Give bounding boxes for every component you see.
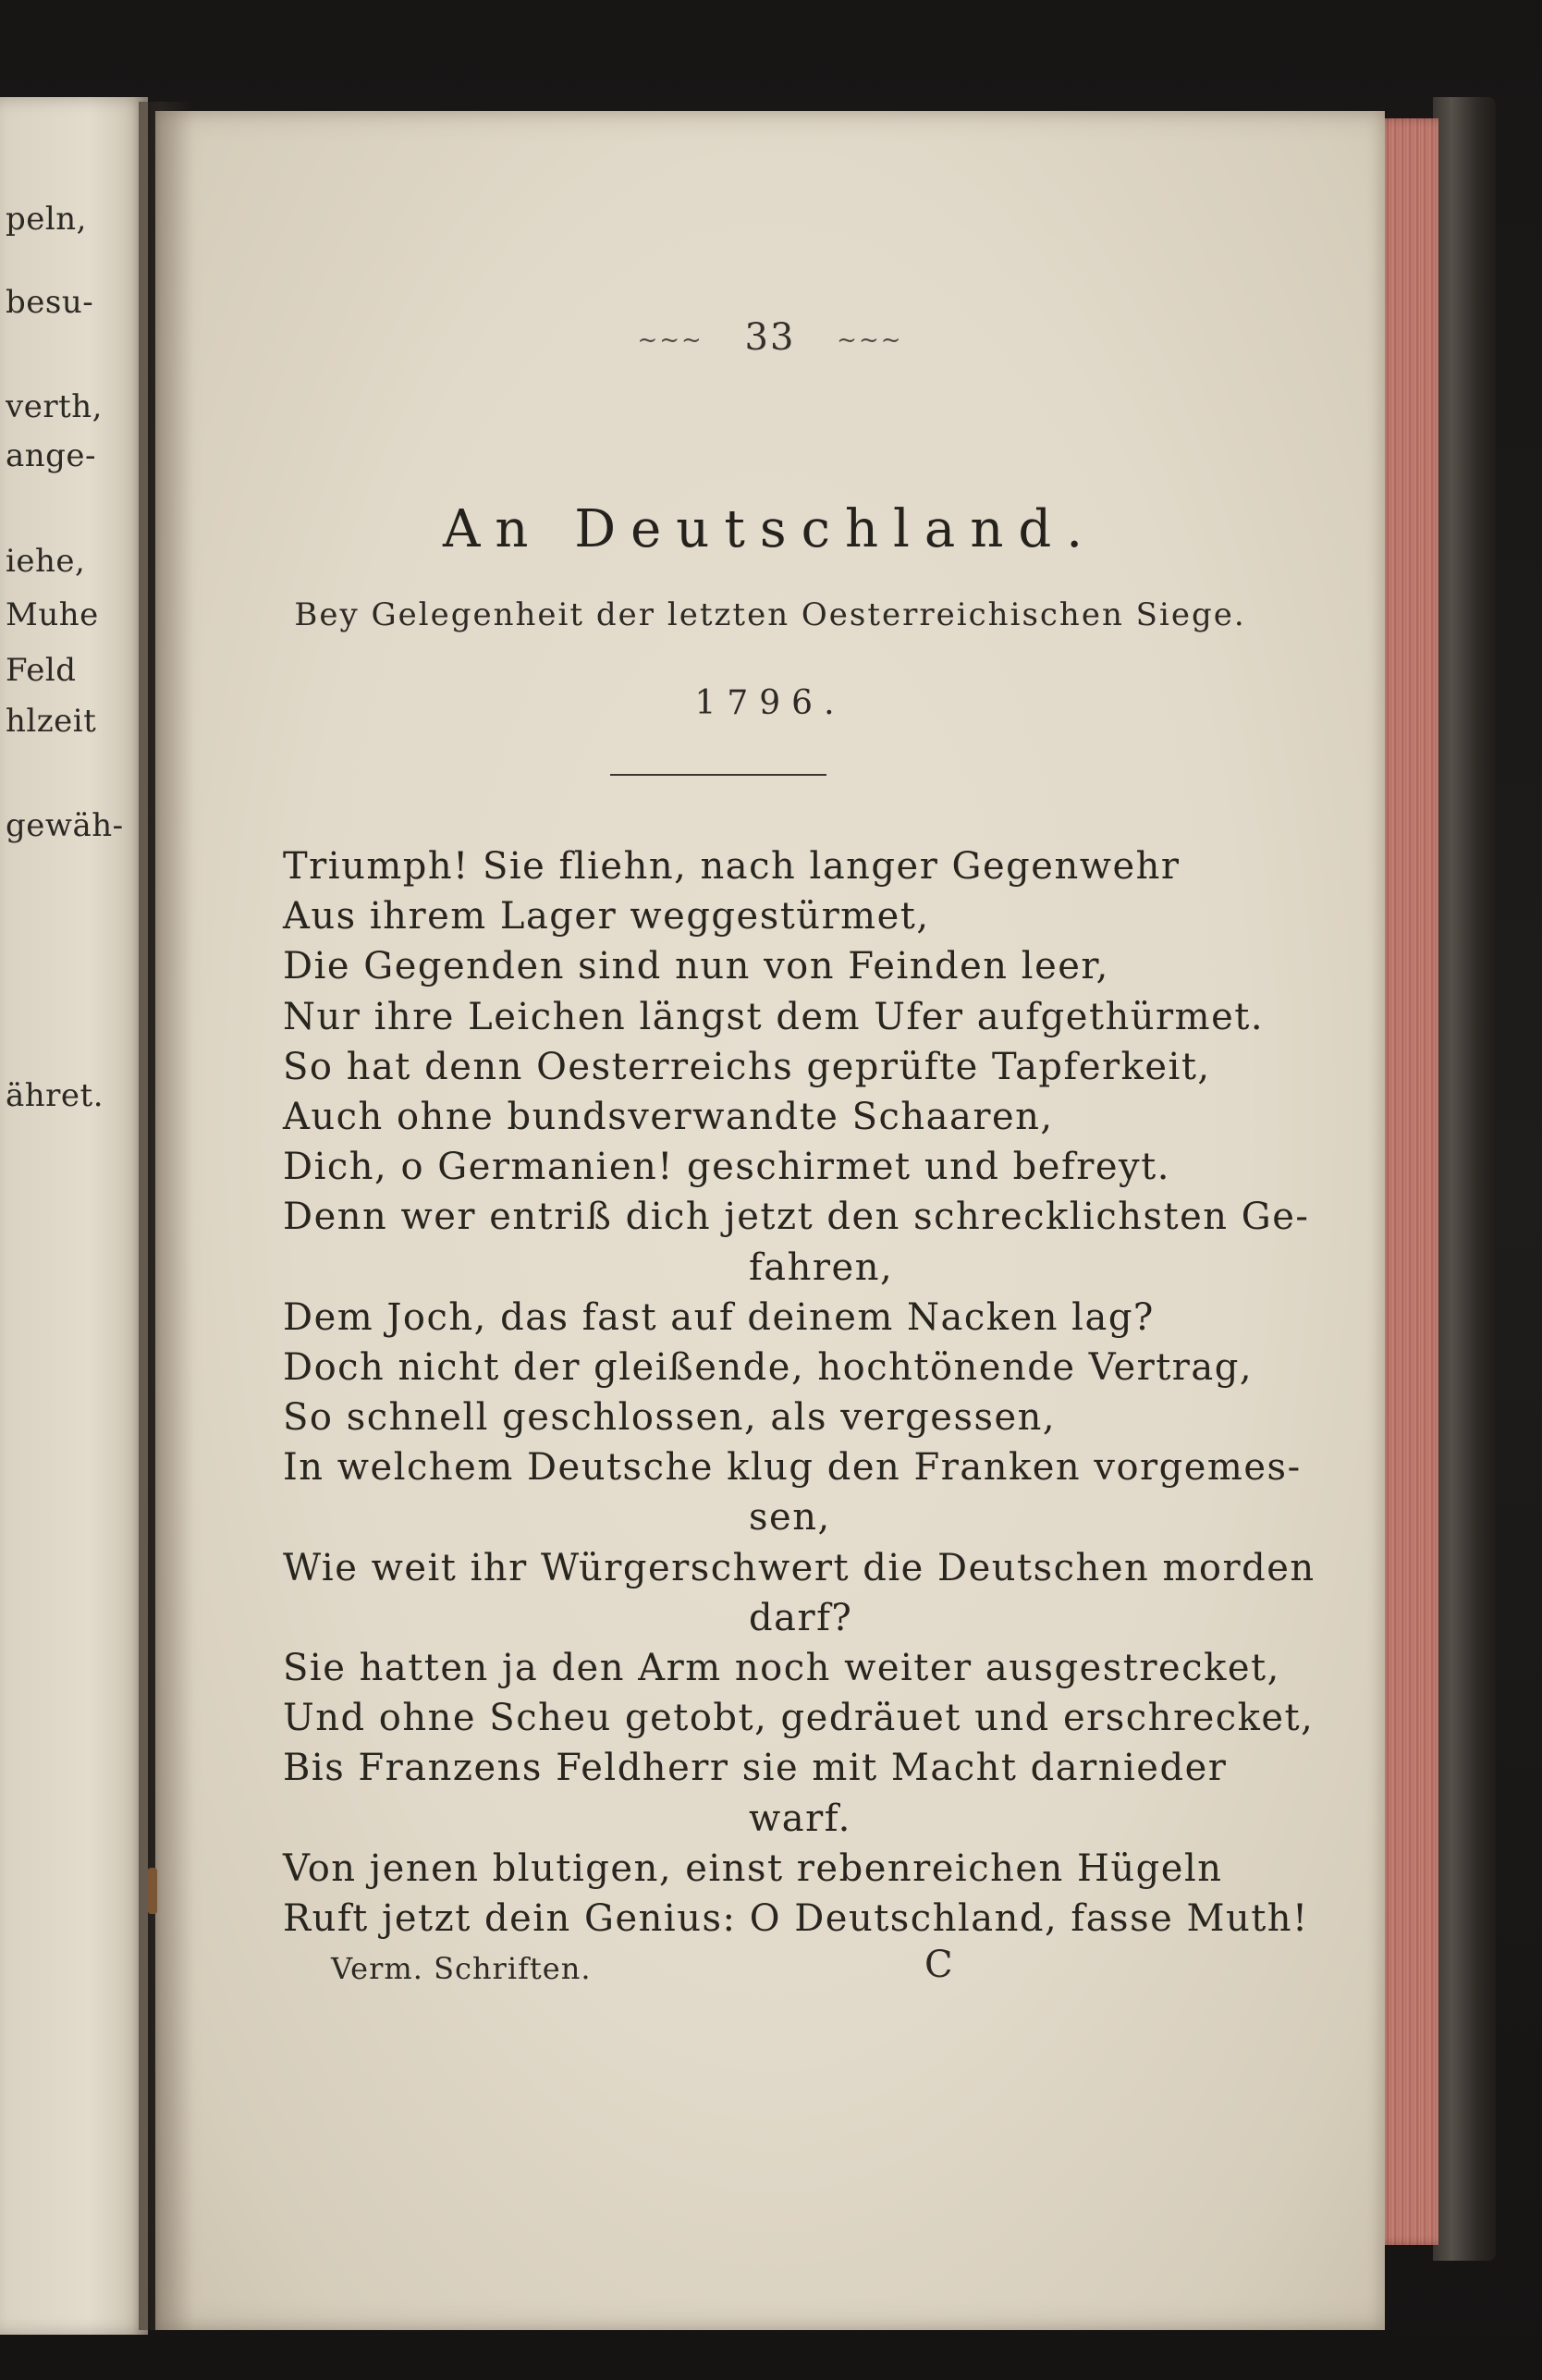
poem-line: In welchem Deutsche klug den Franken vorgemes- (283, 1446, 1302, 1490)
poem-line-continuation: darf? (749, 1596, 853, 1639)
page-header (155, 316, 1385, 359)
gutter-shadow (139, 102, 194, 2330)
poem-line-continuation: fahren, (749, 1245, 894, 1289)
poem-line: Wie weit ihr Würgerschwert die Deutschen morden (283, 1546, 1316, 1589)
ornament-right: ~~~ (837, 326, 903, 354)
poem-year: 1796. (694, 684, 846, 722)
poem-line-continuation: sen, (749, 1496, 831, 1540)
page-content (155, 111, 1385, 2330)
poem-line: Dich, o Germanien! geschirmet und befreyt. (283, 1146, 1170, 1189)
title-divider (610, 774, 826, 776)
poem-text (283, 841, 1316, 1944)
previous-page-fragment: ähret. (6, 1077, 104, 1114)
poem-line: Und ohne Scheu getobt, gedräuet und erschrecket, (283, 1697, 1315, 1740)
poem-subtitle: Bey Gelegenheit der letzten Oesterreichischen Siege. (294, 596, 1246, 633)
previous-page-fragment: ange- (6, 437, 97, 474)
poem-line: Nur ihre Leichen längst dem Ufer aufgethürmet. (283, 995, 1265, 1038)
poem-line: Auch ohne bundsverwandte Schaaren, (283, 1095, 1054, 1138)
previous-page-fragment: verth, (6, 388, 103, 425)
poem-line: Von jenen blutigen, einst rebenreichen Hügeln (283, 1846, 1223, 1890)
bookmark-stain (148, 1868, 157, 1914)
poem-line: Dem Joch, das fast auf deinem Nacken lag? (283, 1295, 1155, 1339)
poem-line: So hat denn Oesterreichs geprüfte Tapferkeit, (283, 1045, 1211, 1088)
previous-page-fragment: iehe, (6, 543, 86, 580)
previous-page-text (0, 97, 148, 2335)
ornament-left: ~~~ (637, 326, 704, 354)
poem-line: Die Gegenden sind nun von Feinden leer, (283, 945, 1109, 988)
book-page (155, 111, 1385, 2330)
poem-line: Bis Franzens Feldherr sie mit Macht darnieder (283, 1747, 1228, 1790)
page-number: 33 (744, 316, 796, 359)
previous-page (0, 97, 148, 2335)
poem-line: Denn wer entriß dich jetzt den schrecklichsten Ge- (283, 1196, 1310, 1239)
poem-line: Doch nicht der gleißende, hochtönende Vertrag, (283, 1345, 1254, 1389)
poem-line: Sie hatten ja den Arm noch weiter ausgestrecket, (283, 1647, 1280, 1689)
poem-line: Ruft jetzt dein Genius: O Deutschland, fasse Muth! (283, 1896, 1309, 1940)
poem-line-continuation: warf. (749, 1797, 851, 1840)
previous-page-fragment: peln, (6, 201, 87, 238)
previous-page-fragment: hlzeit (6, 703, 97, 740)
book-cover (1433, 97, 1496, 2261)
poem-title: An Deutschland. (442, 499, 1098, 559)
page-block-edge (1376, 118, 1438, 2245)
poem-line: Triumph! Sie fliehn, nach langer Gegenwehr (283, 845, 1181, 888)
signature-mark: C (924, 1944, 953, 1986)
previous-page-fragment: Feld (6, 652, 77, 689)
poem-line: So schnell geschlossen, als vergessen, (283, 1396, 1057, 1440)
poem-line: Aus ihrem Lager weggestürmet, (283, 895, 930, 939)
signature-line: Verm. Schriften. (331, 1951, 592, 1986)
previous-page-fragment: gewäh- (6, 807, 124, 844)
previous-page-fragment: besu- (6, 284, 94, 321)
previous-page-fragment: Muhe (6, 596, 99, 633)
